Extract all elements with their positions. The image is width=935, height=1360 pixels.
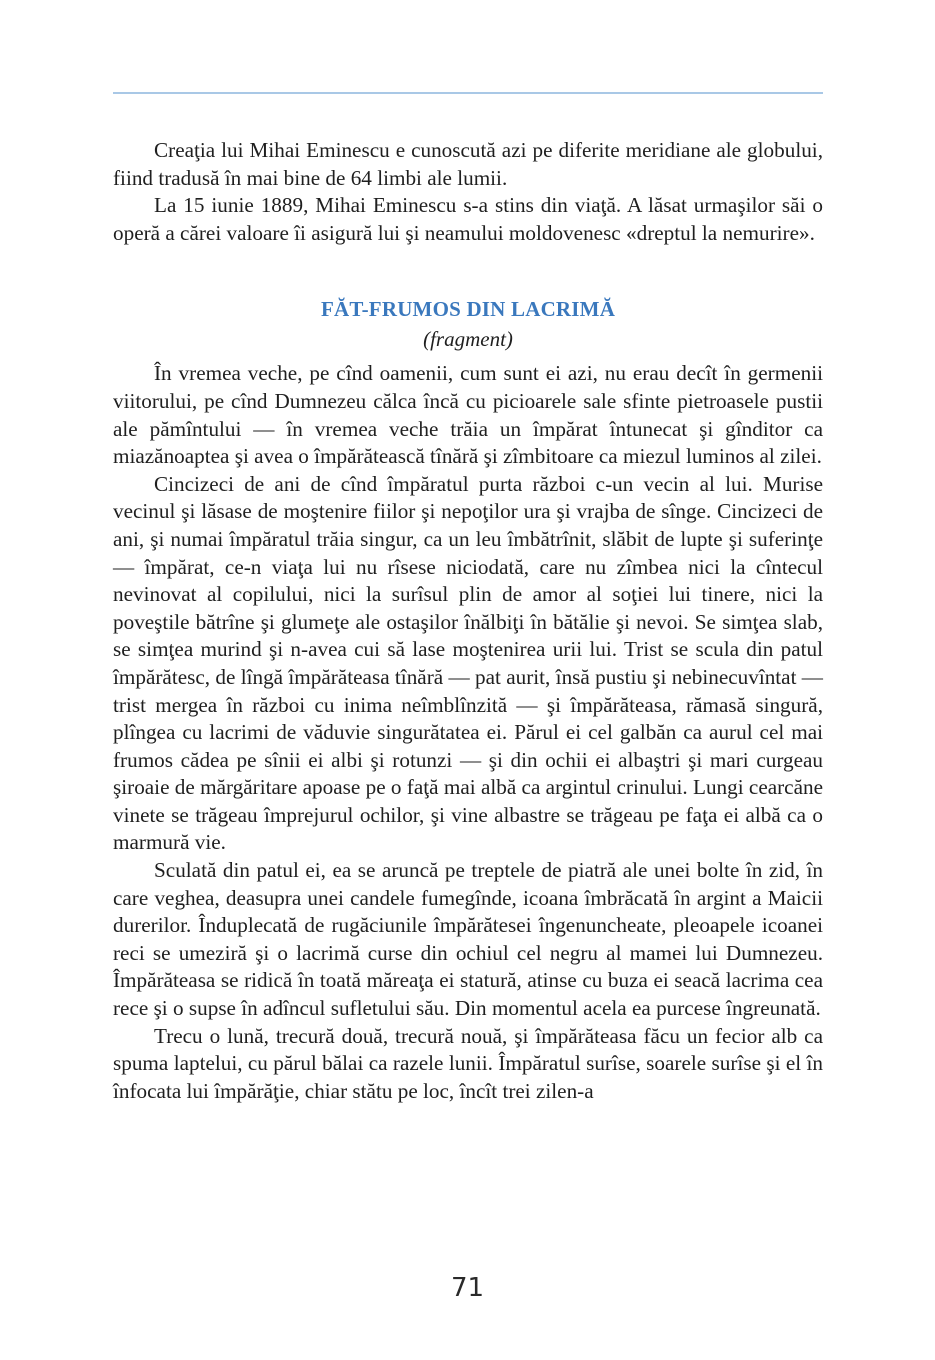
header-rule	[113, 92, 823, 94]
story-paragraph: Trecu o lună, trecură două, trecură nouă, şi împărăteasa făcu un fecior alb ca spuma laptelui, cu părul bălai ca razele lunii. Împăratul surîse, soarele surîse şi el în înfocata lui împărăţie, chiar stătu pe loc, încît trei zilen-a	[113, 1023, 823, 1103]
story-subtitle: (fragment)	[423, 327, 513, 352]
intro-paragraph: Creaţia lui Mihai Eminescu e cunoscută azi pe diferite meridiane ale globului, fiind tradusă în mai bine de 64 limbi ale lumii.	[113, 138, 823, 190]
intro-paragraph: La 15 iunie 1889, Mihai Eminescu s-a stins din viaţă. A lăsat urmaşilor săi o operă a cărei valoare îi asigură lui şi neamului moldovenesc «dreptul la nemurire».	[113, 193, 823, 245]
section-spacer	[113, 247, 823, 294]
page-content	[113, 137, 823, 1105]
story-paragraph: Sculată din patul ei, ea se aruncă pe treptele de piatră ale unei bolte în zid, în care veghea, deasupra unei candele fumegînde, icoana îmbrăcată în argint a Maicii durerilor. Înduplecată de rugăciunile împărătesei îngenuncheate, pleoapele icoanei reci se umeziră şi o lacrimă curse din ochiul cel negru al mamei lui Dumnezeu. Împărăteasa se ridică în toată măreaţa ei statură, atinse cu buza ei seacă lacrima cea rece şi o supse în adîncul sufletului său. Din momentul acela ea purcese îngreunată.	[113, 858, 823, 1021]
page-number: 71	[450, 1273, 485, 1303]
story-paragraph: În vremea veche, pe cînd oamenii, cum sunt ei azi, nu erau decît în germenii viitorului, pe cînd Dumnezeu călca încă cu picioarele sale sfinte pietroasele pustii ale pămîntului — în vremea veche trăia un împărat întunecat şi gînditor ca miazănoaptea şi avea o împărătească tînără şi zîmbitoare ca miezul luminos al zilei.	[113, 361, 823, 469]
story-title: FĂT-FRUMOS DIN LACRIMĂ	[320, 297, 616, 322]
story-paragraph: Cincizeci de ani de cînd împăratul purta război c-un vecin al lui. Murise vecinul şi lăsase de moştenire fiilor şi nepoţilor ura şi vrajba de sînge. Cincizeci de ani, şi numai împăratul trăia singur, ca un leu îmbătrînit, slăbit de lupte şi suferinţe — împărat, ce-n viaţa lui nu rîsese niciodată, care nu zîmbea nici la cîntecul nevinovat al copilului, nici la surîsul plin de amor al soţiei lui tinere, nici la poveştile bătrîne şi glumeţe ale ostaşilor înălbiţi în bătălie şi nevoi. Se simţea slab, se simţea murind şi n-avea cui să lase moştenirea urii lui. Trist se scula din patul împărătesc, de lîngă împărăteasa tînără — pat aurit, însă pustiu şi nebinecuvîntat — trist mergea în război cu inima neîmblînzită — şi împărăteasa, rămasă singură, plîngea cu lacrimi de văduvie singurătatea ei. Părul ei cel galbăn ca aurul cel mai frumos cădea pe sînii ei albi şi rotunzi — şi din ochii ei albaştri şi mari curgeau şiroaie de mărgăritare apoase pe o faţă mai albă ca argintul crinului. Lungi cearcăne vinete se trăgeau împrejurul ochilor, şi vine albastre se trăgeau pe faţa ei albă ca o marmură vie.	[113, 471, 823, 855]
